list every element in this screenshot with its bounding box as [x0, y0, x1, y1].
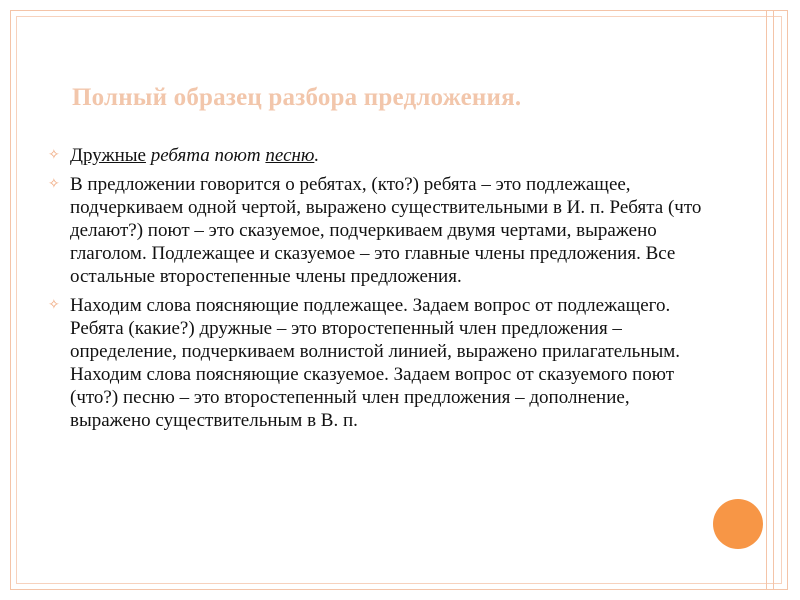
word-rebyata: ребята	[150, 145, 210, 166]
word-pesnyu: песню	[265, 145, 315, 166]
slide-content	[48, 144, 708, 438]
bullet-icon: ✧	[48, 298, 60, 313]
bullet-icon: ✧	[48, 148, 60, 163]
list-item	[48, 294, 708, 432]
paragraph-text: Находим слова поясняющие подлежащее. Задаем вопрос от подлежащего. Ребята (какие?) дружные – это второстепенный член предложения – определение, подчеркиваем волнистой линией, выражено прилагательным. Находим слова поясняющие сказуемое. Задаем вопрос от сказуемого поют (что?) песню – это второстепенный член предложения – дополнение, выражено существительным в В. п.	[70, 295, 681, 431]
word-poyut: поют	[214, 145, 261, 166]
slide-right-band	[766, 10, 774, 590]
slide-title: Полный образец разбора предложения.	[72, 84, 522, 111]
list-item	[48, 173, 708, 288]
sentence-end: .	[314, 145, 320, 166]
accent-circle	[713, 499, 763, 549]
bullet-icon: ✧	[48, 177, 60, 192]
list-item	[48, 144, 708, 167]
paragraph-text: В предложении говорится о ребятах, (кто?) ребята – это подлежащее, подчеркиваем одной чертой, выражено существительными в И. п. Ребята (что делают?) поют – это сказуемое, подчеркиваем двумя чертами, выражено глаголом. Подлежащее и сказуемое – это главные члены предложения. Все остальные второстепенные члены предложения.	[70, 174, 702, 287]
word-druzhnye: Дружные	[70, 145, 146, 166]
